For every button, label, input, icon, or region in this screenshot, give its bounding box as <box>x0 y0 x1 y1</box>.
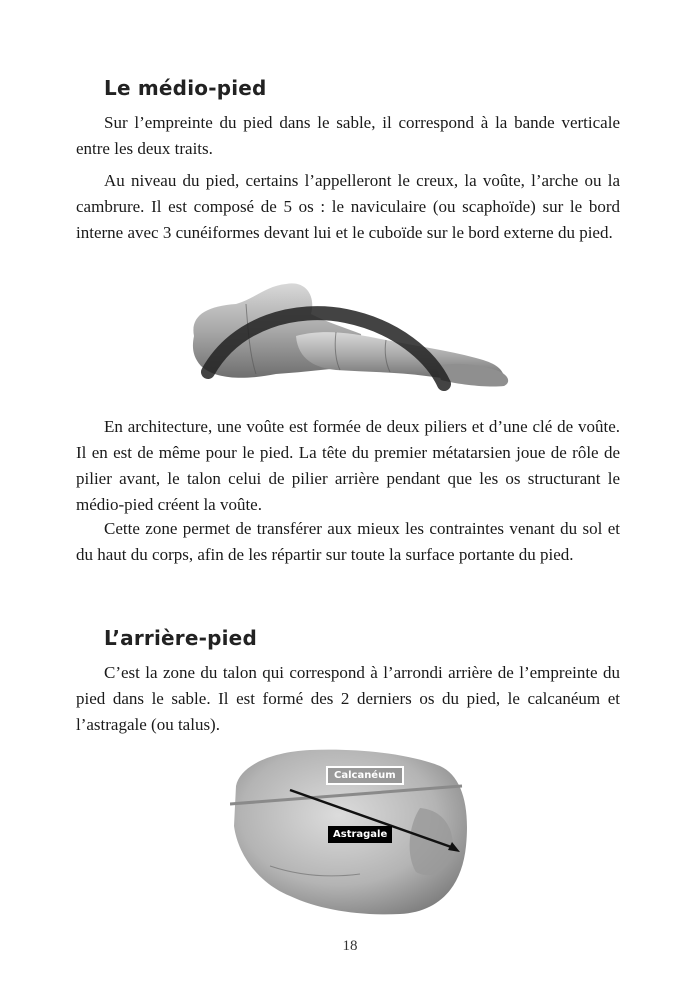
paragraph-medio-2: Au niveau du pied, certains l’appelleront le creux, la voûte, l’arche ou la cambrure. Il est composé de 5 os : le naviculaire (ou scaphoïde) sur le bord interne avec 3 cunéiformes devant lui et le cuboïde sur le bord externe du pied. <box>76 171 620 242</box>
paragraph-medio-1: Sur l’empreinte du pied dans le sable, il correspond à la bande verticale entre les deux traits. <box>76 113 620 158</box>
page-number: 18 <box>342 938 358 954</box>
heading-medio-pied: Le médio-pied <box>104 76 267 100</box>
paragraph-medio-4: Cette zone permet de transférer aux mieux les contraintes venant du sol et du haut du corps, afin de les répartir sur toute la surface portante du pied. <box>76 519 620 564</box>
calcaneum-label: Calcanéum <box>326 766 404 785</box>
paragraph-medio-3: En architecture, une voûte est formée de deux piliers et d’une clé de voûte. Il en est de même pour le pied. La tête du premier métatarsien joue de rôle de pilier avant, le talon celui de pilier arrière pendant que les os structurant le médio-pied créent la voûte. <box>76 417 620 514</box>
foot-arch-figure <box>186 276 516 391</box>
astragale-label: Astragale <box>328 826 392 843</box>
heel-figure <box>230 746 472 916</box>
heading-arriere-pied: L’arrière-pied <box>104 626 257 650</box>
paragraph-arriere-1: C’est la zone du talon qui correspond à l’arrondi arrière de l’empreinte du pied dans le sable. Il est formé des 2 derniers os du pied, le calcanéum et l’astragale (ou talus). <box>76 663 620 734</box>
